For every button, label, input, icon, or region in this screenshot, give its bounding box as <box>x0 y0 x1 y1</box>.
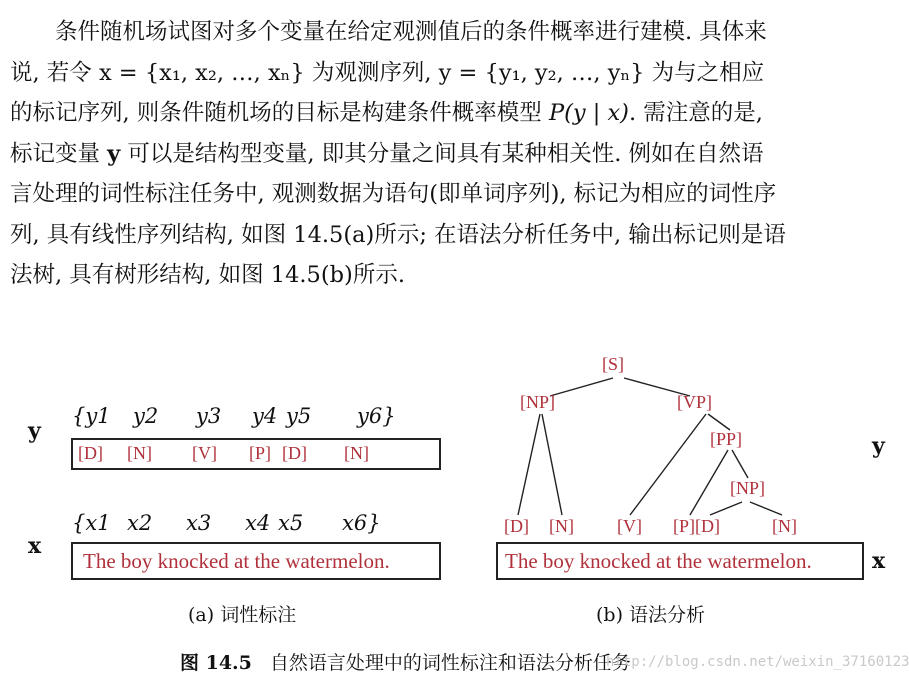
x-seq-item: x3 <box>186 511 212 535</box>
y-seq-item: y6} <box>357 404 396 428</box>
tree-node-v: [V] <box>617 516 642 536</box>
y-seq-item: {y1 <box>72 404 111 428</box>
edge-s-np <box>550 378 613 396</box>
paragraph-text: 为观测序列, <box>304 59 439 86</box>
pos-tag: [D] <box>78 443 103 463</box>
edge-vp-pp <box>708 414 730 430</box>
watermark: http://blog.csdn.net/weixin_37160123 <box>606 654 909 670</box>
tree-node-d: [D] <box>504 516 529 536</box>
pos-tag: [N] <box>344 443 369 463</box>
edge-np-n2 <box>750 502 782 515</box>
figure-b-x-label: x <box>872 548 886 574</box>
figure-b-y-label: y <box>872 433 885 459</box>
paragraph-text: 为与之相应 <box>644 59 765 86</box>
pos-tag: [P] <box>249 443 271 463</box>
tree-node-n: [N] <box>549 516 574 536</box>
caption-a: (a) 词性标注 <box>188 604 297 626</box>
tree-node-pd: [P][D] <box>673 516 720 536</box>
tree-node-np: [NP] <box>520 392 555 412</box>
sentence-b: The boy knocked at the watermelon. <box>505 549 812 573</box>
y-seq-item: y2 <box>133 404 159 428</box>
y-definition: y = {y₁, y₂, …, yₙ} <box>438 59 645 86</box>
figure-caption-text: 自然语言处理中的词性标注和语法分析任务 <box>269 652 631 674</box>
y-variable: y <box>107 140 121 167</box>
figure-a-y-label: y <box>28 418 41 444</box>
figure-caption-label: 图 14.5 <box>180 652 252 674</box>
model-formula: P(y | x) <box>548 100 629 126</box>
x-seq-item: x5 <box>278 511 304 535</box>
paragraph-text: . 需注意的是, <box>628 100 763 126</box>
x-seq-item: x4 <box>245 511 271 535</box>
edge-np-d <box>518 414 540 515</box>
paragraph-text: 条件随机场试图对多个变量在给定观测值后的条件概率进行建模. 具体来 <box>55 19 767 45</box>
edge-np-n <box>542 414 562 515</box>
paragraph-text: 可以是结构型变量, 即其分量之间具有某种相关性. 例如在自然语 <box>120 140 764 167</box>
y-seq-item: y5 <box>286 404 312 428</box>
pos-tag: [V] <box>192 443 217 463</box>
tree-node-s: [S] <box>602 354 624 374</box>
edge-pp-p <box>690 450 728 515</box>
tree-node-n2: [N] <box>772 516 797 536</box>
paragraph-line-7: 法树, 具有树形结构, 如图 14.5(b)所示. <box>10 262 405 288</box>
x-definition: x = {x₁, x₂, …, xₙ} <box>98 59 305 86</box>
paragraph-line-6: 列, 具有线性序列结构, 如图 14.5(a)所示; 在语法分析任务中, 输出标记则是语 <box>10 221 786 248</box>
figure-a-x-label: x <box>28 533 42 559</box>
y-seq-item: y4 <box>252 404 278 428</box>
tree-node-pp: [PP] <box>710 429 743 449</box>
edge-vp-v <box>630 414 706 515</box>
x-seq-item: x6} <box>342 511 381 535</box>
pos-tag: [N] <box>127 443 152 463</box>
paragraph-text: 的标记序列, 则条件随机场的目标是构建条件概率模型 <box>10 100 549 126</box>
paragraph-text: 说, 若令 <box>10 59 99 86</box>
paragraph-text: 标记变量 <box>10 140 108 167</box>
y-seq-item: y3 <box>196 404 222 428</box>
edge-np-d2 <box>710 502 742 515</box>
caption-b: (b) 语法分析 <box>596 604 706 626</box>
pos-tag: [D] <box>282 443 307 463</box>
figure-caption <box>180 648 631 675</box>
sentence-a: The boy knocked at the watermelon. <box>83 549 390 573</box>
x-seq-item: x2 <box>127 511 153 535</box>
edge-pp-np <box>732 450 748 478</box>
tree-node-np2: [NP] <box>730 478 765 498</box>
x-seq-item: {x1 <box>72 511 111 535</box>
tree-node-vp: [VP] <box>677 392 712 412</box>
paragraph-line-5: 言处理的词性标注任务中, 观测数据为语句(即单词序列), 标记为相应的词性序 <box>10 181 777 207</box>
